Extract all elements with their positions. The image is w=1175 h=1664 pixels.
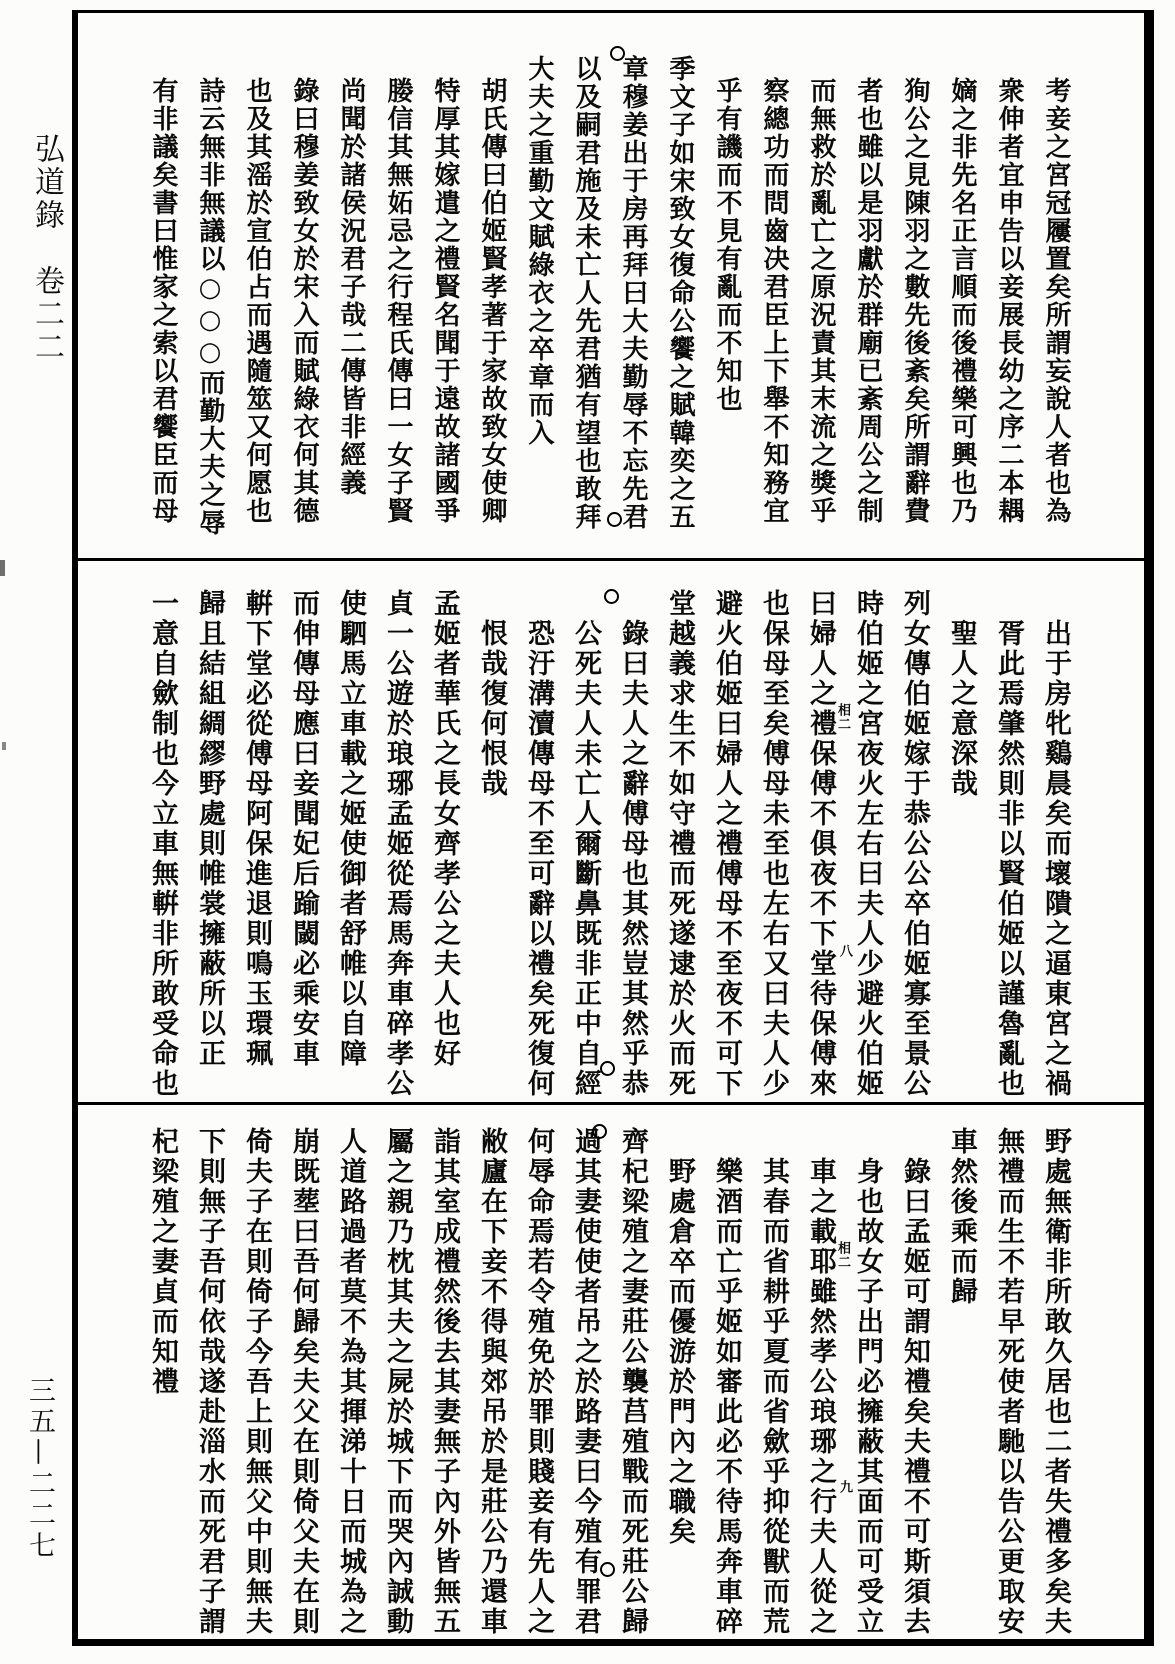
entry-separator-circle bbox=[610, 46, 625, 61]
text-section-middle bbox=[78, 561, 1144, 1102]
text-column: 狥公之見陳羽之數先後紊矣所謂辭費 bbox=[900, 77, 930, 525]
entry-separator-circle bbox=[604, 589, 619, 604]
text-column: 崩既塟曰吾何歸矣夫父在則倚父夫在則 bbox=[288, 1127, 319, 1637]
text-column: 倚夫子在則倚子今吾上則無父中則無夫 bbox=[241, 1127, 272, 1637]
text-column: 齊杞梁殖之妻莊公襲莒殖戰而死莊公歸 bbox=[617, 1127, 648, 1637]
text-column: 恨哉復何恨哉 bbox=[476, 619, 507, 799]
text-column: 身也故女子出門必擁蔽其面而可受立 bbox=[852, 1157, 883, 1637]
spine-book-title: 弘道錄 bbox=[29, 133, 64, 232]
text-column: 歸且結組綢繆野處則帷裳擁蔽所以正 bbox=[194, 589, 225, 1069]
text-column: 無禮而生不若早死使者馳以告公更取安 bbox=[993, 1127, 1024, 1637]
text-column: 堂越義求生不如守禮而死遂逮於火而死 bbox=[664, 589, 695, 1099]
text-column: 媵信其無妬忌之行程氏傳曰一女子賢 bbox=[383, 77, 413, 525]
text-column: 過其妻使使者吊之於路妻曰今殖有罪君 bbox=[570, 1127, 601, 1637]
text-section-top bbox=[78, 14, 1144, 558]
entry-separator-circle bbox=[607, 512, 622, 527]
scan-artifact bbox=[2, 742, 6, 750]
text-column: 以及嗣君施及未亡人先君猶有望也敢拜 bbox=[571, 55, 601, 531]
folio-note: 八 bbox=[837, 944, 852, 958]
scan-artifact bbox=[0, 560, 5, 576]
folio-note: 相二 bbox=[835, 703, 850, 731]
text-column: 胡氏傳曰伯姬賢孝著于家故致女使卿 bbox=[477, 77, 507, 525]
text-column: 輧下堂必從傅母阿保進退則鳴玉環珮 bbox=[241, 589, 272, 1069]
text-column: 出于房牝鷄晨矣而壞隤之逼東宮之禍 bbox=[1040, 619, 1071, 1099]
text-column: 公死夫人未亡人爾斷鼻既非正中自經 bbox=[570, 619, 601, 1099]
text-column: 也保母至矣傅母未至也左右又曰夫人少 bbox=[758, 589, 789, 1099]
text-column: 詣其室成禮然後去其妻無子內外皆無五 bbox=[429, 1127, 460, 1637]
text-column: 其春而省耕乎夏而省歛乎抑從獸而荒 bbox=[758, 1157, 789, 1637]
text-column: 下則無子吾何依哉遂赴淄水而死君子謂 bbox=[194, 1127, 225, 1637]
entry-separator-circle bbox=[600, 1061, 615, 1076]
text-section-bottom bbox=[78, 1105, 1144, 1639]
text-column: 詩云無非無議以○○○而勤大夫之辱 bbox=[195, 77, 225, 537]
entry-separator-circle bbox=[592, 1124, 607, 1139]
text-column: 季文子如宋致女復命公饗之賦韓奕之五 bbox=[665, 55, 695, 531]
text-column: 人道路過者莫不為其揮涕十日而城為之 bbox=[335, 1127, 366, 1637]
text-column: 聖人之意深哉 bbox=[946, 619, 977, 799]
text-column: 車之載耶雖然孝公琅琊之行夫人從之 bbox=[805, 1157, 836, 1637]
text-column: 避火伯姬曰婦人之禮傅母不至夜不可下 bbox=[711, 589, 742, 1099]
text-column: 者也雖以是羽獻於群廟已紊周公之制 bbox=[853, 77, 883, 525]
text-column: 貞一公遊於琅琊孟姬從焉馬奔車碎孝公 bbox=[382, 589, 413, 1099]
spine-page-number: 三五—二二七 bbox=[24, 1376, 55, 1562]
entry-separator-circle bbox=[600, 1562, 615, 1577]
text-column: 衆伸者宜申告以妾展長幼之序二本耦 bbox=[994, 77, 1024, 525]
text-column: 野處無衛非所敢久居也二者失禮多矣夫 bbox=[1040, 1127, 1071, 1637]
text-column: 乎有譏而不見有亂而不知也 bbox=[712, 77, 742, 413]
text-column: 特厚其嫁遣之禮賢名聞于遠故諸國爭 bbox=[430, 77, 460, 525]
text-column: 曰婦人之禮保傅不俱夜不下堂待保傅來 bbox=[805, 589, 836, 1099]
spine-volume-label: 卷二二 bbox=[29, 265, 64, 364]
folio-note: 相二 bbox=[835, 1241, 850, 1269]
text-column: 而無救於亂亡之原況責其末流之獎乎 bbox=[806, 77, 836, 525]
text-column: 野處倉卒而優游於門內之職矣 bbox=[664, 1157, 695, 1547]
text-column: 錄曰夫人之辭傅母也其然豈其然乎恭 bbox=[617, 619, 648, 1099]
text-column: 章穆姜出于房再拜曰大夫勤辱不忘先君 bbox=[618, 55, 648, 531]
text-column: 列女傳伯姬嫁于恭公公卒伯姬寡至景公 bbox=[899, 589, 930, 1099]
text-column: 考妾之宮冠屨置矣所謂妄說人者也為 bbox=[1041, 77, 1071, 525]
text-column: 察總功而問齒决君臣上下舉不知務宜 bbox=[759, 77, 789, 525]
text-column: 車然後乘而歸 bbox=[946, 1127, 977, 1307]
text-column: 錄曰穆姜致女於宋入而賦綠衣何其德 bbox=[289, 77, 319, 525]
text-column: 一意自歛制也今立車無輧非所敢受命也 bbox=[147, 589, 178, 1099]
text-column: 樂酒而亡乎姬如審此必不待馬奔車碎 bbox=[711, 1157, 742, 1637]
text-column: 使駟馬立車載之姬使御者舒帷以自障 bbox=[335, 589, 366, 1069]
text-column: 尚聞於諸侯況君子哉二傳皆非經義 bbox=[336, 77, 366, 497]
text-column: 恐汙溝瀆傳母不至可辭以禮矣死復何 bbox=[523, 619, 554, 1099]
text-column: 有非議矣書曰惟家之索以君饗臣而母 bbox=[148, 77, 178, 525]
text-column: 孟姬者華氏之長女齊孝公之夫人也好 bbox=[429, 589, 460, 1069]
text-column: 胥此焉肇然則非以賢伯姬以謹魯亂也 bbox=[993, 619, 1024, 1099]
text-column: 杞梁殖之妻貞而知禮 bbox=[147, 1127, 178, 1397]
text-column: 屬之親乃枕其夫之屍於城下而哭內誠動 bbox=[382, 1127, 413, 1637]
text-column: 大夫之重勤文賦綠衣之卒章而入 bbox=[524, 55, 554, 447]
text-column: 也及其滛於宣伯占而遇隨筮又何愿也 bbox=[242, 77, 272, 525]
text-column: 嫡之非先名正言順而後禮樂可興也乃 bbox=[947, 77, 977, 525]
text-column: 時伯姬之宮夜火左右曰夫人少避火伯姬 bbox=[852, 589, 883, 1099]
text-column: 何辱命焉若令殖免於罪則賤妾有先人之 bbox=[523, 1127, 554, 1637]
text-column: 敝廬在下妾不得與郊吊於是莊公乃還車 bbox=[476, 1127, 507, 1637]
folio-note: 九 bbox=[837, 1480, 852, 1494]
text-column: 而伸傳母應曰妾聞妃后踰閾必乘安車 bbox=[288, 589, 319, 1069]
text-column: 錄曰孟姬可謂知禮矣夫禮不可斯須去 bbox=[899, 1157, 930, 1637]
